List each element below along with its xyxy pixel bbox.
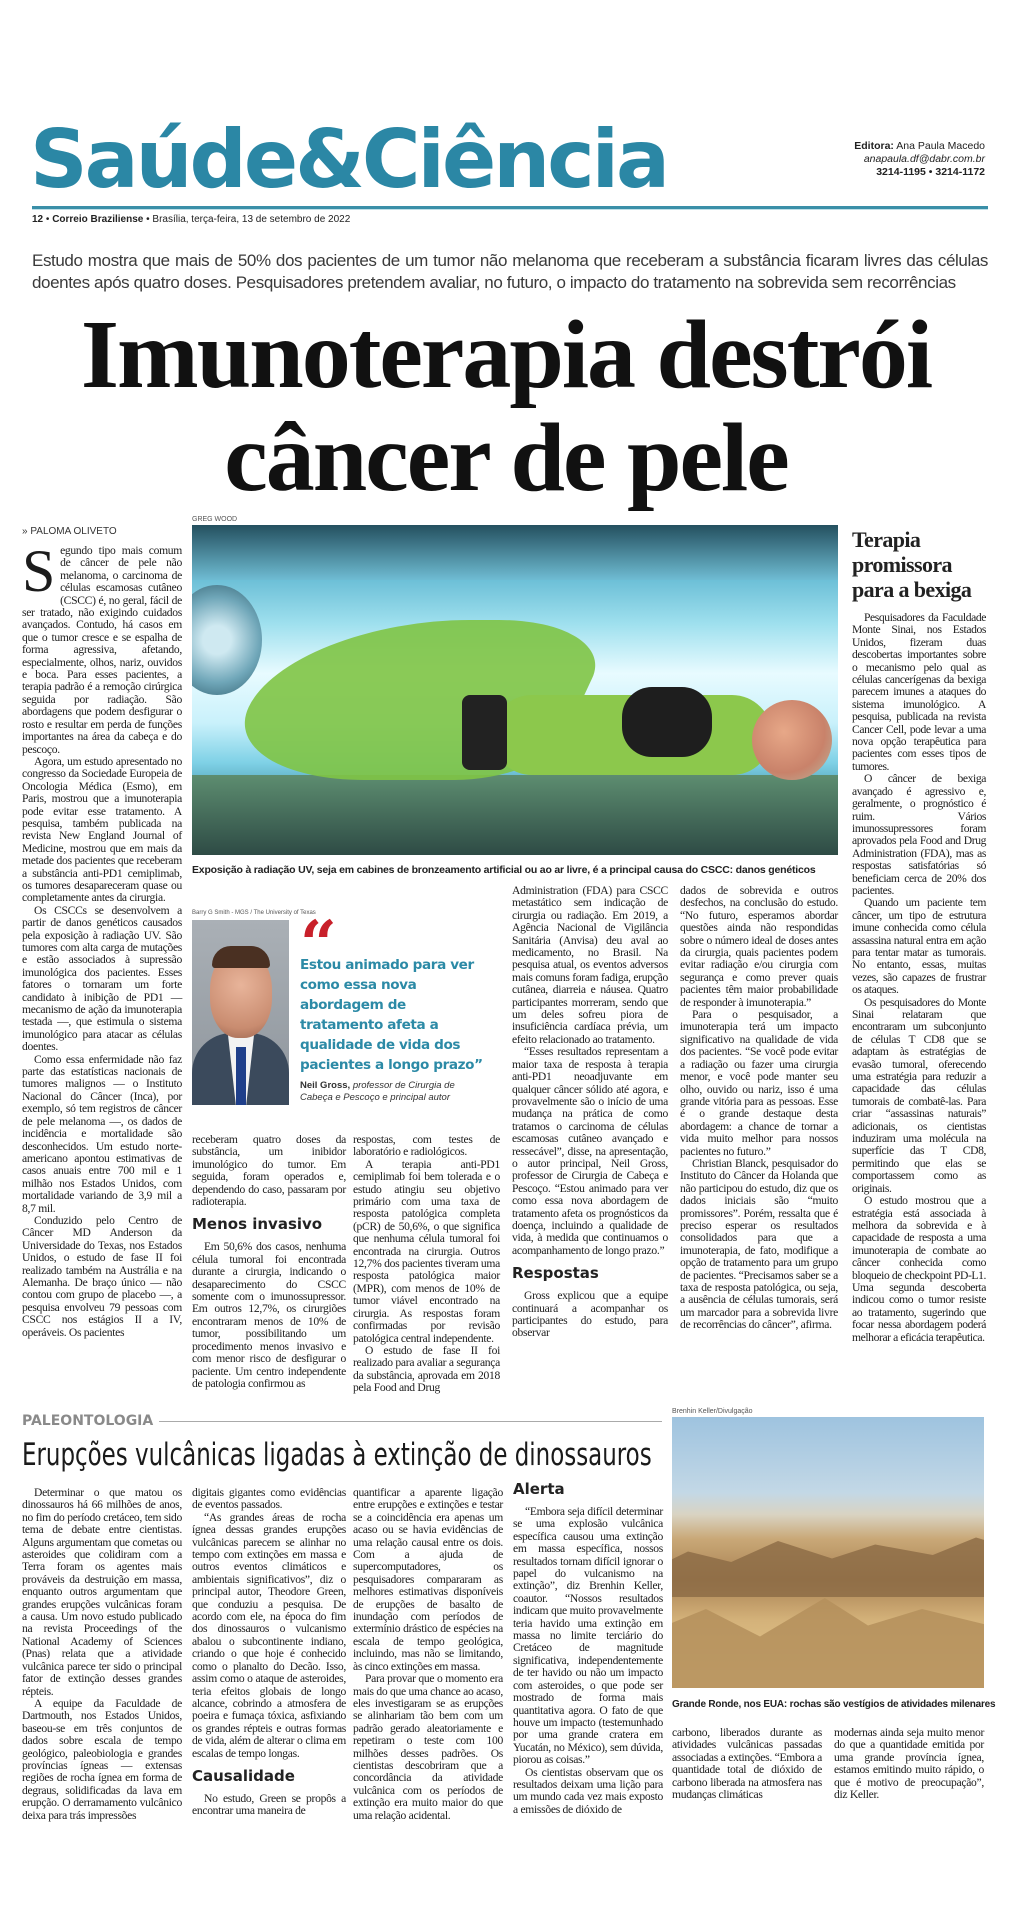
dateline: 12 • Correio Braziliense • Brasília, terça-feira, 13 de setembro de 2022: [32, 214, 351, 225]
subhead-menos-invasivo: Menos invasivo: [192, 1215, 323, 1234]
kicker-rule: [159, 1421, 662, 1422]
paragraph: Determinar o que matou os dinossauros há 66 milhões de anos, no fim do período cretáceo, tem sido tema de debate entre cientistas. Alguns argumentam que cometas ou asteroides que colidiram com a Terra foram os agentes mais prováveis da destruição em massa, enquanto outros argumentam que grandes erupções vulcânicas foram a causa. Um novo estudo publicado na revista Proceedings of the National Academy of Sciences (Pnas) relata que a atividade vulcânica parece ter sido o principal fator de extinção desses grandes répteis.: [22, 1486, 182, 1698]
paragraph: A terapia anti-PD1 cemiplimab foi bem tolerada e o estudo atingiu seu objetivo primário com uma taxa de resposta patológica completa (pCR) de 50,6%, o que significa que nenhuma célula tumoral foi encontrada na cirurgia. Outros 12,7% dos pacientes tiveram uma resposta patológica maior (MPR), com menos de 10% de tumor viável encontrado na cirurgia. As respostas foram confirmadas por revisão patológica central independente.: [353, 1157, 500, 1345]
headline-line-1: Imunoterapia destrói: [80, 301, 932, 409]
paragraph: dados de sobrevida e outros desfechos, na conclusão do estudo. “No futuro, esperamos abordar questões ainda não respondidas sobre o número ideal de doses antes da cirurgia, quais pacientes podem evitar radiação e/ou cirurgia com segurança e como prever quais pacientes têm maior probabilidade de responder à imunoterapia.”: [680, 884, 838, 1009]
editor-email[interactable]: anapaula.df@dabr.com.br: [863, 153, 985, 165]
quote-marks-icon: “: [300, 907, 331, 982]
article-column-3: [353, 1134, 500, 1395]
paleo-column-3: [353, 1487, 503, 1822]
subhead-causalidade: Causalidade: [192, 1766, 295, 1785]
page-number: 12: [32, 214, 44, 225]
newspaper-name: Correio Braziliense: [52, 214, 144, 225]
editor-name: Ana Paula Macedo: [896, 140, 985, 152]
article-column-2: [192, 1134, 346, 1390]
paragraph: “Esses resultados representam a maior taxa de resposta à terapia anti-PD1 neoadjuvante em qualquer câncer sólido até agora, e provavelmente são o início de uma mudança na prática de como tratamos o carcinoma de células escamosas cutâneo avançado e ressecável”, disse, na apresentação, o autor principal, Neil Gross, professor de Cirurgia de Cabeça e Pescoço. “Estou animado para ver como essa nova abordagem de tratamento afeta os prognósticos da doença, incluindo a qualidade de vida, à medida que continuamos o acompanhamento de longo prazo.”: [512, 1045, 668, 1257]
photo-caption: Exposição à radiação UV, seja em cabines de bronzeamento artificial ou ao ar livre, é a principal causa do CSCC: danos genéticos: [192, 864, 816, 876]
article-column-1: [22, 538, 182, 1339]
photo-credit: GREG WOOD: [192, 516, 238, 523]
paragraph: O câncer de bexiga avançado é agressivo e, geralmente, o prognóstico é ruim. Vários imunossupressores foram aprovados pela Food and Drug Administration (FDA), mas as respostas satisfatórias só beneficiam cerca de 20% dos pacientes.: [852, 772, 986, 897]
paleo-headline: Erupções vulcânicas ligadas à extinção de dinossauros: [22, 1437, 652, 1473]
paragraph: modernas ainda seja muito menor do que a quantidade emitida por uma grande província ígnea, estamos emitindo muito rápido, o que é motivo de preocupação”, diz Keller.: [834, 1726, 984, 1802]
article-deck: Estudo mostra que mais de 50% dos pacientes de um tumor não melanoma que receberam a substância ficaram livres das células doentes após quatro doses. Pesquisadores pretendem avaliar, no futuro, o impacto do tratamento na sobrevida sem recorrências: [32, 251, 988, 292]
paragraph: Christian Blanck, pesquisador do Instituto do Câncer da Holanda que não participou do estudo, diz que os dados iniciais são “muito promissores”. Porém, ressalta que é preciso esperar os resultados consolidados para que a imunoterapia, de fato, modifique a opção de tratamento para um grupo de pacientes. “Precisamos saber se a taxa de resposta patológica, ou seja, a ausência de células tumorais, será um marcador para a sobrevida livre de recorrências do câncer”, afirma.: [680, 1156, 838, 1332]
paragraph: “Embora seja difícil determinar se uma explosão vulcânica específica causou uma extinção em massa específica, nossos resultados tornam difícil ignorar o papel do vulcanismo na extinção”, diz Brenhin Keller, coautor. “Nossos resultados indicam que muito provavelmente teria havido uma extinção em massa no limite terciário do Cretáceo de magnitude significativa, independentemente de ter havido ou não um impacto com asteroides, o que pode ser mostrado de forma mais quantitativa agora. O fato de que houve um impacto (testemunhado por uma grande cratera em Yucatán, no México), sem dúvida, piorou as coisas.”: [513, 1505, 663, 1767]
subhead-respostas: Respostas: [512, 1264, 599, 1283]
tanning-bed-photo: [192, 525, 838, 855]
editor-label: Editora:: [854, 140, 894, 152]
paragraph: O estudo de fase II foi realizado para avaliar a segurança da substância, aprovada em 2018 pela Food and Drug: [353, 1343, 500, 1395]
paragraph: Gross explicou que a equipe continuará a acompanhar os participantes do estudo, para observar: [512, 1289, 668, 1340]
paragraph: Para o pesquisador, a imunoterapia terá um impacto significativo na qualidade de vida dos pacientes. “Se você pode evitar a radiação ou fazer uma cirurgia menor, e você pode manter seu olho, ouvido ou nariz, isso é uma grande vitória para as pessoas. Esse é o grande destaque desta abordagem: a chance de tornar a vida muito melhor para nossos pacientes no futuro.”: [680, 1008, 838, 1158]
sidebar-title: Terapia promissora para a bexiga: [852, 527, 972, 602]
paragraph: “As grandes áreas de rocha ígnea dessas grandes erupções vulcânicas parecem se alinhar no tempo com extinções em massa e outros eventos climáticos e ambientais significativos”, diz o principal autor, Theodore Green, que conduziu a pesquisa. De acordo com ele, na época do fim dos dinossauros o vulcanismo abalou o subcontinente indiano, criando o que hoje é conhecido como o planalto do Decão. Isso, assim como o ataque de asteroides, teria efeitos globais de longo alcance, cobrindo a atmosfera de poeira e fumaça tóxica, asfixiando os grandes répteis e outras formas de vida, além de alterar o clima em escalas de tempo longas.: [192, 1510, 346, 1760]
portrait-photo: [192, 920, 289, 1105]
paleo-photo-caption: Grande Ronde, nos EUA: rochas são vestígios de atividades milenares: [672, 1699, 996, 1710]
section-kicker: [22, 1413, 662, 1429]
paragraph: O estudo mostrou que a estratégia está associada à melhora da sobrevida e à capacidade de resposta a uma imunoterapia de combate ao câncer conhecida como bloqueio de checkpoint PD-L1. Uma segunda descoberta indicou como o tumor resiste ao tratamento, sugerindo que focar nessa abordagem poderá melhorar a eficácia terapêutica.: [852, 1194, 986, 1344]
kicker-label: PALEONTOLOGIA: [22, 1413, 154, 1429]
paragraph: receberam quatro doses da substância, um inibidor imunológico do tumor. Em seguida, foram operados e, dependendo do caso, passaram por radioterapia.: [192, 1133, 346, 1209]
paragraph: No estudo, Green se propôs a encontrar uma maneira de: [192, 1791, 346, 1818]
pull-quote: Estou animado para ver como essa nova abordagem de tratamento afeta a qualidade de vida dos pacientes a longo prazo”: [300, 957, 483, 1073]
section-masthead: Saúde&Ciência: [30, 113, 668, 206]
quote-attribution: [300, 1080, 490, 1103]
portrait-credit: Barry G Smith - MGS / The University of Texas: [192, 910, 316, 916]
subhead-alerta: Alerta: [513, 1480, 565, 1498]
paragraph: Os CSCCs se desenvolvem a partir de danos genéticos causados pela exposição à radiação UV. São tumores com alta carga de mutações e estão associados à supressão imunológica dos pacientes. Esses fatores o tornaram um forte candidato à inibição de PD1 — mecanismo de ação da imunoterapia testada —, que estimula o sistema imunológico para atacar as células doentes.: [22, 903, 182, 1054]
paleo-column-1: [22, 1487, 182, 1822]
paragraph: Agora, um estudo apresentado no congresso da Sociedade Europeia de Oncologia Médica (Esmo), em Paris, mostrou que a imunoterapia pode evitar esse tratamento. A pesquisa, também publicada na revista New England Journal of Medicine, mostrou que em mais da metade dos pacientes que receberam a substância anti-PD1 cemiplimab, os tumores desapareceram quase ou completamente antes da cirurgia.: [22, 754, 182, 905]
article-column-5: [680, 885, 838, 1332]
paleo-column-4: [513, 1480, 663, 1816]
paragraph: Conduzido pelo Centro de Câncer MD Anderson da Universidade do Texas, nos Estados Unidos, o estudo de fase II foi realizado também na Austrália e na Alemanha. De braço único — não contou com grupo de placebo —, a pesquisa envolveu 79 pessoas com CSCC nos estágios II a IV, operáveis. Os pacientes: [22, 1213, 182, 1339]
quote-author: Neil Gross,: [300, 1080, 351, 1091]
drop-cap: S: [22, 538, 56, 604]
canyon-photo: [672, 1417, 984, 1688]
paragraph: egundo tipo mais comum de câncer de pele não melanoma, o carcinoma de células escamosas cutâneo (CSCC) é, no geral, fácil de ser tratado, não exigindo cuidados avançados. Contudo, há casos em que o tumor cresce e se espalha de forma agressiva, afetando, especialmente, olhos, nariz, ouvidos e boca. Para esses pacientes, a terapia padrão é a remoção cirúrgica seguida por radiação. São abordagens que podem desfigurar o rosto e resultar em perda de funções importantes na área da cabeça e do pescoço.: [22, 544, 182, 756]
sidebar-text: [852, 612, 986, 1344]
paragraph: Pesquisadores da Faculdade Monte Sinai, nos Estados Unidos, fizeram duas descobertas importantes sobre o mecanismo pelo qual as células cancerígenas da bexiga parecem imunes a ataques do sistema imunológico. A pesquisa, publicada na revista Cancer Cell, pode levar a uma nova opção terapêutica para pacientes com esses tipos de tumores.: [852, 611, 986, 773]
paleo-photo-credit: Brenhin Keller/Divulgação: [672, 1408, 753, 1415]
editor-info: [854, 140, 985, 179]
editor-phones: 3214-1195 • 3214-1172: [876, 166, 985, 178]
masthead-rule: [32, 206, 988, 210]
paragraph: Como essa enfermidade não faz parte das estatísticas nacionais de tumores malignos — o Instituto Nacional do Câncer (Inca), por exemplo, só tem registros de câncer de pele melanoma —, os dados de incidência e mortalidade são desconhecidos. Um estudo norte-americano apontou estimativas de casos anuais entre 700 mil e 1 milhão nos Estados Unidos, com mortalidade variando de 3,9 mil a 8,7 mil.: [22, 1052, 182, 1215]
article-column-4: [512, 885, 668, 1340]
paragraph: Os pesquisadores do Monte Sinai relataram que encontraram um subconjunto de células T CD8 que se adaptam às estratégias de evasão tumoral, oferecendo uma estratégia para reduzir a capacidade das células tumorais de combatê-las. Para criar “assassinas naturais” adicionais, os cientistas induziram uma molécula na superfície das T CD8, permitindo que elas se comportassem como as originais.: [852, 995, 986, 1195]
paragraph: Para provar que o momento era mais do que uma chance ao acaso, eles investigaram se as erupções se alinhariam tão bem com um padrão gerado aleatoriamente e repetiram o teste com 100 milhões desses padrões. Os cientistas descobriram que a concordância da atividade vulcânica com os períodos de extinção era muito maior do que uma relação acidental.: [353, 1672, 503, 1822]
paleo-column-6: [834, 1727, 984, 1801]
paragraph: respostas, com testes de laboratório e radiológicos.: [353, 1133, 500, 1159]
paragraph: Os cientistas observam que os resultados deixam uma lição para um mundo cada vez mais exposto a emissões de dióxido de: [513, 1765, 663, 1816]
paragraph: Quando um paciente tem câncer, um tipo de estrutura imune conhecida como célula assassina natural entra em ação para tentar matar as tumorais. No entanto, essas, muitas vezes, são capazes de frustrar os ataques.: [852, 896, 986, 997]
paragraph: digitais gigantes como evidências de eventos passados.: [192, 1486, 346, 1512]
paragraph: quantificar a aparente ligação entre erupções e extinções e testar se a coincidência era apenas um acaso ou se havia evidências de uma relação causal entre os dois. Com a ajuda de supercomputadores, os pesquisadores compararam as melhores estimativas disponíveis de erupções de basalto de inundação com períodos de extermínio drástico de espécies na escala de tempo geológica, incluindo, mas não se limitando, às cinco extinções em massa.: [353, 1486, 503, 1673]
quote-author-role: professor de Cirurgia de Cabeça e Pescoço e principal autor: [300, 1080, 455, 1103]
paragraph: carbono, liberados durante as atividades vulcânicas passadas associadas a extinções. “Embora a quantidade total de dióxido de carbono liberada na atmosfera nas mudanças climáticas: [672, 1726, 822, 1802]
paragraph: Administration (FDA) para CSCC metastático sem indicação de cirurgia ou radiação. Em 2019, a Agência Nacional de Vigilância Sanitária (Anvisa) deu aval ao medicamento, no Brasil. Na pesquisa atual, os eventos adversos mais comuns foram fadiga, erupção cutânea, diarreia e náusea. Quatro participantes morreram, sendo que um deles sofreu piora de insuficiência cardíaca prévia, um efeito relacionado ao tratamento.: [512, 884, 668, 1046]
date-text: Brasília, terça-feira, 13 de setembro de 2022: [152, 214, 351, 225]
paleo-column-5: [672, 1727, 822, 1801]
headline-line-2: câncer de pele: [224, 404, 788, 512]
byline: » PALOMA OLIVETO: [22, 526, 117, 537]
paleo-column-2: [192, 1487, 346, 1818]
paragraph: A equipe da Faculdade de Dartmouth, nos Estados Unidos, baseou-se em três conjuntos de dados sobre escala de tempo geológico, paleobiologia e grandes províncias ígneas — extensas regiões de rocha ígnea em forma de degraus, solidificadas da lava em erupção. O derramamento vulcânico deixa para trás impressões: [22, 1696, 182, 1822]
paragraph: Em 50,6% dos casos, nenhuma célula tumoral foi encontrada durante a cirurgia, indicando o desaparecimento do CSCC somente com o imunossupressor. Em outros 12,7%, os cirurgiões encontraram menos de 10% de tumor, possibilitando um procedimento menos invasivo e com menor risco de desfigurar o paciente. Um centro independente de patologia confirmou as: [192, 1240, 346, 1390]
